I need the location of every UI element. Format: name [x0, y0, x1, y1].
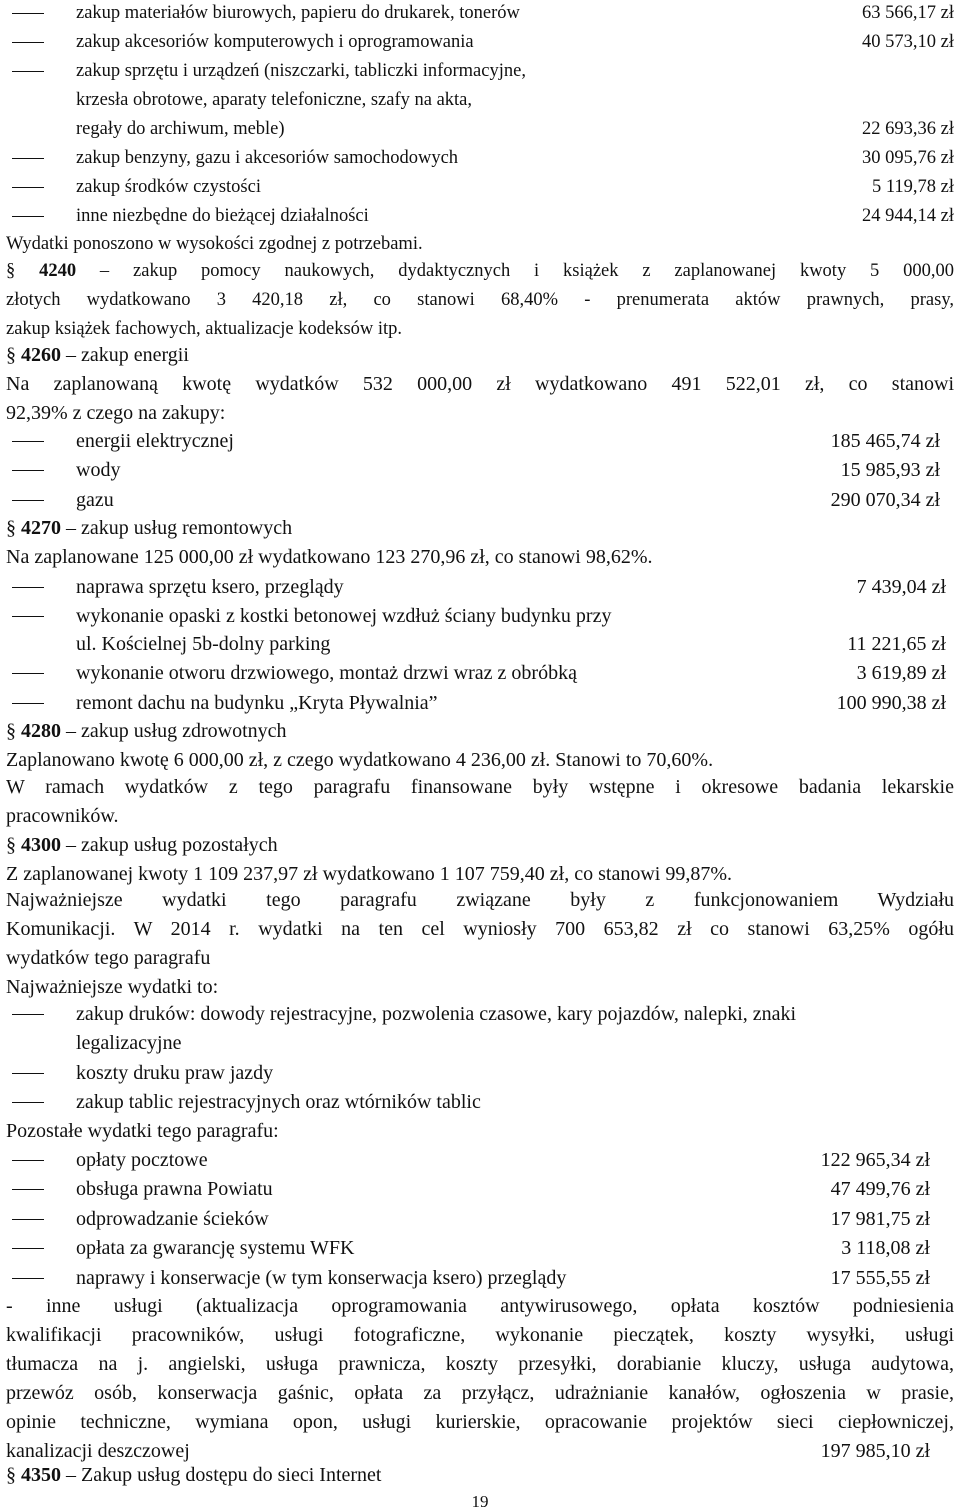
paragraph: Na zaplanowaną kwotę wydatków 532 000,00 zł wydatkowano 491 522,01 zł, co stanowi 92,39% z czego na zakupy:	[6, 373, 954, 424]
document-page: zakup materiałów biurowych, papieru do drukarek, tonerów 63 566,17 zł zakup akcesoriów komputerowych i oprogramowania 40 573,10 zł zakup sprzętu i urządzeń (niszczarki, tabliczki informacyjne, krzesła obrotowe, aparaty telefoniczne, szafy na akta, regały do archiwum, meble) 22 693,36 zł zakup benzyny, gazu i akcesoriów samochodowych 30 095,76 zł zakup środków czystości 5 119,78 zł inne niezbędne do bieżącej działalności 24 944,14 zł Wydatki ponoszono w wysokości zgodnej z potrzebami. § 4240 – zakup pomocy naukowych, dydaktycznych i książek z zaplanowanej kwoty 5 000,00 złotych wydatkowano 3 420,18 zł, co stanowi 68,40% - prenumerata aktów prawnych, prasy, zakup książek fachowych, aktualizacje kodeksów itp. § 4260 – zakup energii Na zaplanowaną kwotę wydatków 532 000,00 zł wydatkowano 491 522,01 zł, co stanowi 92,39% z czego na zakupy: energii elektrycznej 185 465,74 zł wody 15 985,93 zł gazu 290 070,34 zł § 4270 – zakup usług remontowych Na zaplanowane 125 000,00 zł wydatkowano 123 270,96 zł, co stanowi 98,62%. naprawa sprzętu ksero, przeglądy 7 439,04 zł wykonanie opaski z kostki betonowej wzdłuż ściany budynku przy ul. Kościelnej 5b-dolny parking 11 221,65 zł wykonanie otworu drzwiowego, montaż drzwi wraz z obróbką 3 619,89 zł remont dachu na budynku „Kryta Pływalnia” 100 990,38 zł § 4280 – zakup usług zdrowotnych Zaplanowano kwotę 6 000,00 zł, z czego wydatkowano 4 236,00 zł. Stanowi to 70,60%. W ramach wydatków z tego paragrafu finansowane były wstępne i okresowe badania lekarskie pracowników. § 4300 – zakup usług pozostałych Z zaplanowanej kwoty 1 109 237,97 zł wydatkowano 1 107 759,40 zł, co stanowi 99,87%. Najważniejsze wydatki tego paragrafu związane były z funkcjonowaniem Wydziału Komunikacji. W 2014 r. wydatki na ten cel wyniosły 700 653,82 zł co stanowi 63,25% ogółu wydatków tego paragrafu Najważniejsze wydatki to: zakup druków: dowody rejestracyjne, pozwolenia czasowe, kary pojazdów, nalepki, znaki legalizacyjne koszty druku praw jazdy zakup tablic rejestracyjnych oraz wtórników tablic Pozostałe wydatki tego paragrafu: opłaty pocztowe 122 965,34 zł obsługa prawna Powiatu 47 499,76 zł odprowadzanie ścieków 17 981,75 zł opłata za gwarancję systemu WFK 3 118,08 zł naprawy i konserwacje (w tym konserwacja ksero) przeglądy 17 555,55 zł - inne usługi (aktualizacja oprogramowania antywirusowego, opłata kosztów podniesienia kwalifikacji pracowników, usługi fotograficzne, wykonanie pieczątek, koszty wysyłki, usługi tłumacza na j. angielski, usługa prawnicza, koszty przesyłki, dorabianie kluczy, usługa audytowa, przewóz osób, konserwacja gaśnic, opłata za przyłącz, udrażnianie kanałów, ogłoszenia w prasie, opinie techniczne, wymiana opon, usługi kurierskie, opracowanie projektów sieci ciepłowniczej, kanalizacji deszczowej 197 985,10 zł § 4350 – Zakup usług dostępu do sieci Internet 19	[0, 0, 960, 1510]
paragraph: W ramach wydatków z tego paragrafu finansowane były wstępne i okresowe badania lekarskie pracowników.	[6, 776, 954, 827]
amount: 100 990,38 zł	[836, 692, 946, 714]
amount: 47 499,76 zł	[830, 1178, 930, 1200]
section-heading-4280: § 4280 – zakup usług zdrowotnych	[6, 720, 287, 742]
amount: 22 693,36 zł	[862, 119, 954, 139]
amount: 185 465,74 zł	[830, 430, 940, 452]
section-sign: §	[6, 344, 16, 366]
amount: 11 221,65 zł	[847, 633, 946, 655]
section-sign: §	[6, 517, 16, 539]
amount: 3 619,89 zł	[856, 662, 946, 684]
amount: 197 985,10 zł	[820, 1440, 930, 1462]
paragraph: Wydatki ponoszono w wysokości zgodnej z potrzebami.	[6, 234, 423, 254]
amount: 7 439,04 zł	[856, 576, 946, 598]
section-4240: § 4240 – zakup pomocy naukowych, dydaktycznych i książek z zaplanowanej kwoty 5 000,00 złotych wydatkowano 3 420,18 zł, co stanowi 68,40% - prenumerata aktów prawnych, prasy, zakup książek fachowych, aktualizacje kodeksów itp.	[6, 261, 955, 339]
paragraph: Zaplanowano kwotę 6 000,00 zł, z czego wydatkowano 4 236,00 zł. Stanowi to 70,60%.	[6, 749, 714, 771]
paragraph-inne-uslugi: - inne usługi (aktualizacja oprogramowania antywirusowego, opłata kosztów podniesienia kwalifikacji pracowników, usługi fotograficzne, wykonanie pieczątek, koszty wysyłki, usługi tłumacza na j. angielski, usługa prawnicza, koszty przesyłki, dorabianie kluczy, usługa audytowa, przewóz osób, konserwacja gaśnic, opłata za przyłącz, udrażnianie kanałów, ogłoszenia w prasie, opinie techniczne, wymiana opon, usługi kurierskie, opracowanie projektów sieci ciepłowniczej, kanalizacji deszczowej 197 985,10 zł	[6, 1292, 954, 1466]
paragraph: Z zaplanowanej kwoty 1 109 237,97 zł wydatkowano 1 107 759,40 zł, co stanowi 99,87%.	[6, 863, 732, 885]
section-sign: §	[6, 834, 16, 856]
amount: 24 944,14 zł	[862, 206, 954, 226]
paragraph: Pozostałe wydatki tego paragrafu:	[6, 1120, 279, 1142]
section-number: 4240	[39, 261, 77, 281]
amount: 30 095,76 zł	[862, 148, 954, 168]
section-heading-4350: § 4350 – Zakup usług dostępu do sieci Internet	[6, 1464, 382, 1486]
amount: 15 985,93 zł	[840, 459, 940, 481]
amount: 5 119,78 zł	[871, 177, 954, 197]
paragraph: Na zaplanowane 125 000,00 zł wydatkowano 123 270,96 zł, co stanowi 98,62%.	[6, 546, 653, 568]
section-sign: §	[6, 1464, 16, 1486]
amount: 17 555,55 zł	[830, 1267, 930, 1289]
section-sign: §	[6, 720, 16, 742]
section-heading-4270: § 4270 – zakup usług remontowych	[6, 517, 293, 539]
section-heading-4300: § 4300 – zakup usług pozostałych	[6, 834, 278, 856]
amount: 3 118,08 zł	[841, 1237, 930, 1259]
section-sign: §	[6, 261, 16, 281]
amount: 63 566,17 zł	[862, 3, 954, 23]
amount: 40 573,10 zł	[862, 32, 954, 52]
amount: 122 965,34 zł	[820, 1149, 930, 1171]
amount: 290 070,34 zł	[830, 489, 940, 511]
paragraph: Najważniejsze wydatki tego paragrafu związane były z funkcjonowaniem Wydziału Komunikacji. W 2014 r. wydatki na ten cel wyniosły 700 653,82 zł co stanowi 63,25% ogółu wydatków tego paragrafu Najważniejsze wydatki to:	[6, 889, 954, 998]
amount: 17 981,75 zł	[830, 1208, 930, 1230]
page-number: 19	[471, 1492, 489, 1511]
section-heading-4260: § 4260 – zakup energii	[6, 344, 189, 366]
